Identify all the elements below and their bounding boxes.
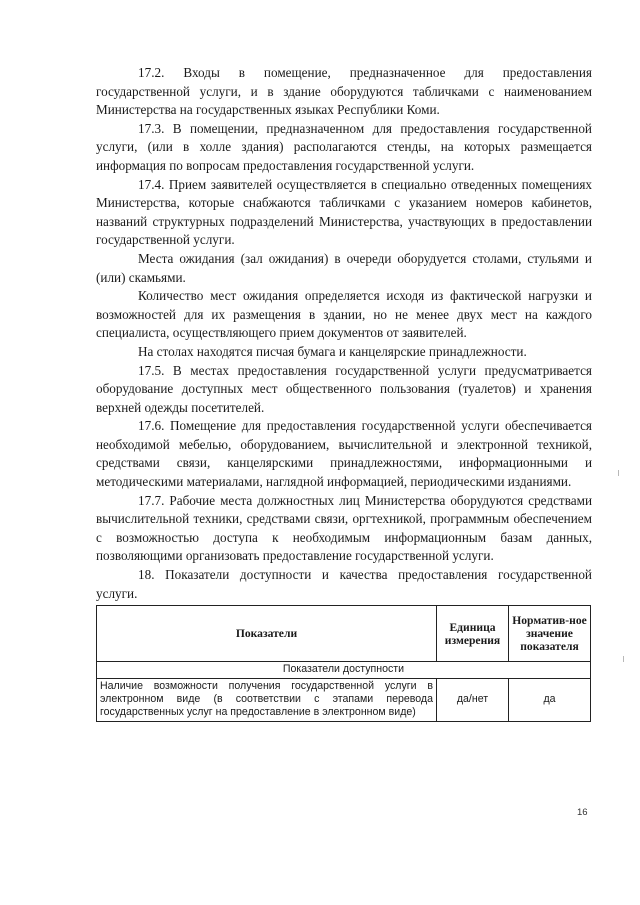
scan-mark	[618, 470, 619, 476]
table-header-row	[97, 606, 591, 662]
page-number: 16	[577, 807, 588, 818]
paragraph-stationery: На столах находятся писчая бумага и канцелярские принадлежности.	[138, 343, 527, 359]
header-indicator: Показатели	[97, 606, 437, 662]
paragraph-waiting-area: Места ожидания (зал ожидания) в очереди оборудуется столами, стульями и (или) скамьями.	[96, 250, 592, 285]
paragraph-17-7: 17.7. Рабочие места должностных лиц Министерства оборудуются средствами вычислительной техники, средствами связи, оргтехникой, программным обеспечением с возможностью доступа к необходимым информационным базам данных, позволяющими организовать предоставление государственной услуги.	[96, 492, 592, 564]
paragraph-17-3: 17.3. В помещении, предназначенном для предоставления государственной услуги, (или в холле здания) располагаются стенды, на которых размещается информация по вопросам предоставления государственной услуги.	[96, 120, 592, 173]
paragraph-17-2: 17.2. Входы в помещение, предназначенное для предоставления государственной услуги, и в здание оборудуются табличками с наименованием Министерства на государственных языках Республики Коми.	[96, 65, 592, 118]
paragraph-18: 18. Показатели доступности и качества предоставления государственной услуги.	[96, 567, 592, 601]
cell-unit: да/нет	[437, 678, 509, 721]
document-page	[96, 64, 592, 722]
paragraph-waiting-seats: Количество мест ожидания определяется исходя из фактической нагрузки и возможностей для их размещения в здании, но не менее двух мест на каждого специалиста, осуществляющего прием документов от заявителей.	[96, 288, 592, 341]
cell-norm: да	[509, 678, 591, 721]
paragraph-17-5: 17.5. В местах предоставления государственной услуги предусматривается оборудование доступных мест общественного пользования (туалетов) и хранения верхней одежды посетителей.	[96, 362, 592, 415]
indicators-table	[96, 605, 591, 722]
table-section-row	[97, 662, 591, 678]
header-unit: Единица измерения	[437, 606, 509, 662]
cell-indicator: Наличие возможности получения государственной услуги в электронном виде (в соответствии с этапами перевода государственных услуг на предоставление в электронном виде)	[97, 678, 437, 721]
table-row	[97, 678, 591, 721]
section-accessibility: Показатели доступности	[97, 662, 591, 678]
scan-mark	[623, 656, 624, 662]
paragraph-17-4: 17.4. Прием заявителей осуществляется в специально отведенных помещениях Министерства, которые снабжаются табличками с указанием номеров кабинетов, названий структурных подразделений Министерства, участвующих в предоставлении государственной услуги.	[96, 176, 592, 248]
header-norm: Норматив-ное значение показателя	[509, 606, 591, 662]
paragraph-17-6: 17.6. Помещение для предоставления государственной услуги обеспечивается необходимой мебелью, оборудованием, вычислительной и электронной техникой, средствами связи, канцелярскими принадлежностями, информационными и методическими материалами, наглядной информацией, периодическими изданиями.	[96, 418, 592, 490]
